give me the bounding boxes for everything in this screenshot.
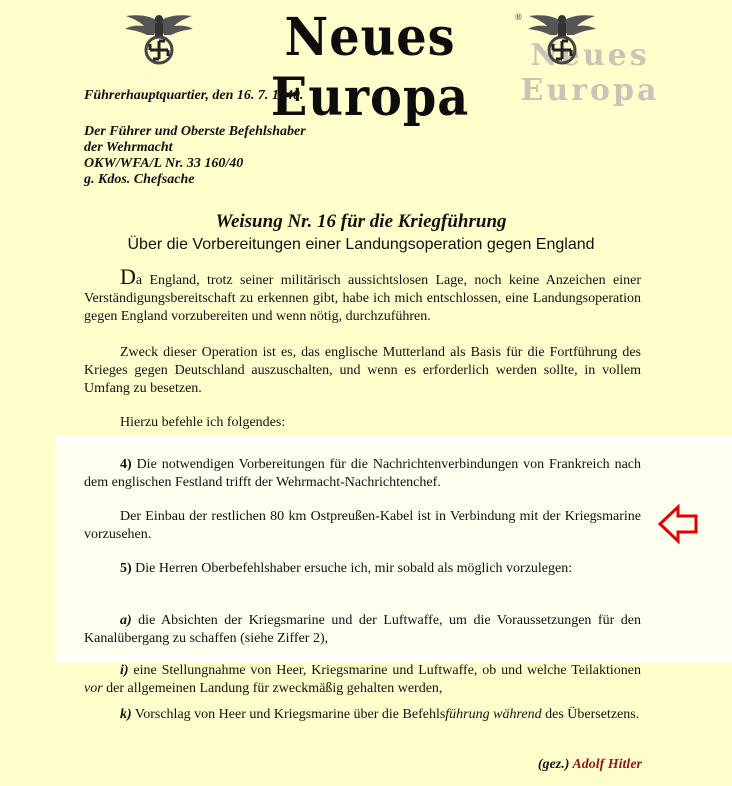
paragraph-order: Hierzu befehle ich folgendes: (120, 415, 286, 430)
drop-cap: D (120, 264, 136, 289)
signature-prefix: (gez.) (537, 757, 570, 772)
paragraph-item-5: 5) Die Herren Oberbefehlshaber ersuche ich, mir sobald als möglich vorzulegen: (120, 561, 573, 576)
eagle-emblem-icon (527, 8, 597, 68)
registered-mark: ® (515, 12, 522, 22)
directive-subtitle: Über die Vorbereitungen einer Landungsoperation gegen England (127, 236, 595, 253)
paragraph-intro: Da England, trotz seiner militärisch aussichtslosen Lage, noch keine Anzeichen einer Verständigungsbereitschaft zu erkennen gibt, habe ich mich entschlossen, eine Landungsoperation gegen England vorzubereiten und wenn nötig, durchzuführen. (84, 264, 641, 324)
paragraph-item-4: 4) Die notwendigen Vorbereitungen für die Nachrichtenverbindungen von Frankreich nach dem englischen Festland trifft der Wehrmacht-Nachrichtenchef. (84, 457, 641, 490)
classification: g. Kdos. Chefsache (84, 172, 195, 187)
reference-number: OKW/WFA/L Nr. 33 160/40 (84, 156, 244, 171)
sender-line: der Wehrmacht (84, 140, 173, 155)
logo-shadow-text: Neues Europa (520, 38, 660, 108)
newspaper-logo (205, 2, 660, 128)
paragraph-item-k: k) Vorschlag von Heer und Kriegsmarine über die Befehlsführung während des Übersetzens. (120, 707, 640, 722)
paragraph-purpose: Zweck dieser Operation ist es, das englische Mutterland als Basis für die Fortführung des Krieges gegen Deutschland auszuschalten, und wenn es erforderlich werden sollte, in vollem Umfang zu besetzen. (84, 345, 641, 396)
directive-title: Weisung Nr. 16 für die Kriegführung (215, 211, 507, 232)
paragraph-item-a: a) die Absichten der Kriegsmarine und der Luftwaffe, um die Voraussetzungen für den Kanalübergang zu schaffen (siehe Ziffer 2), (84, 613, 641, 646)
signature (470, 757, 642, 773)
place-date: Führerhauptquartier, den 16. 7. 1940. (84, 88, 304, 103)
eagle-emblem-icon (124, 8, 194, 68)
logo-text: Neues Europa (270, 7, 470, 128)
paragraph-cable: Der Einbau der restlichen 80 km Ostpreußen-Kabel ist in Verbindung mit der Kriegsmarine vorzusehen. (84, 509, 641, 542)
sender-block (84, 124, 306, 188)
left-arrow-icon (656, 503, 700, 545)
paragraph-item-i: i) eine Stellungnahme von Heer, Kriegsmarine und Luftwaffe, ob und welche Teilaktionen vor der allgemeinen Landung für zweckmäßig gehalten werden, (84, 663, 641, 696)
signature-name: Adolf Hitler (572, 757, 642, 772)
sender-line: Der Führer und Oberste Befehlshaber (84, 124, 306, 139)
